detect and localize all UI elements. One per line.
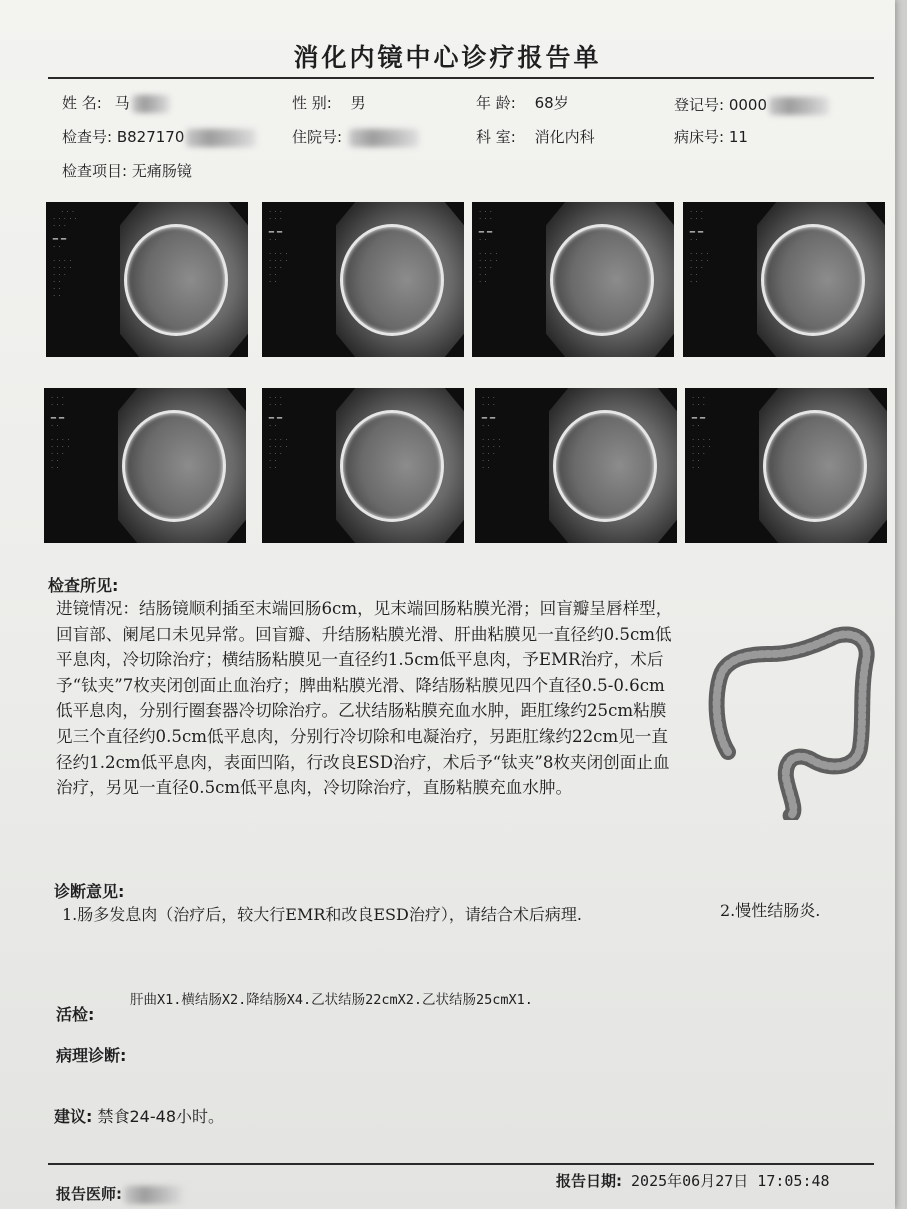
advice-text: 禁食24-48小时。 xyxy=(97,1107,224,1126)
endoscopy-image xyxy=(472,202,674,357)
scope-ring xyxy=(124,224,228,336)
endoscopy-image xyxy=(685,388,887,543)
redaction-blur xyxy=(132,95,170,113)
image-metadata: . . . . . . ▬▬ ▬▬ . . . . . . . . . . . . . . . . . xyxy=(689,209,709,284)
diagnosis-item-1: 1.肠多发息肉（治疗后，较大行EMR和改良ESD治疗），请结合术后病理. xyxy=(62,905,582,924)
image-metadata: . . . . . . . . . . . ▬▬ ▬▬ . . . . . . . . . . . . . . . . . . . xyxy=(52,209,78,298)
redaction-blur xyxy=(769,97,829,115)
redaction-blur xyxy=(349,129,419,147)
department-field xyxy=(476,126,595,147)
scope-ring xyxy=(122,410,226,522)
redaction-blur xyxy=(186,129,256,147)
patient-reg-value: 0000 xyxy=(728,96,768,114)
patient-age-field xyxy=(476,92,569,113)
image-metadata: . . . . . . ▬▬ ▬▬ . . . . . . . . . . . . . . . . . xyxy=(268,209,288,284)
scope-ring xyxy=(553,410,657,522)
report-doctor-label: 报告医师: xyxy=(56,1185,122,1203)
patient-name-value: 马 xyxy=(114,94,130,112)
biopsy-heading: 活检: xyxy=(56,1005,95,1024)
image-metadata: . . . . . . ▬▬ ▬▬ . . . . . . . . . . . . . . . . . xyxy=(478,209,498,284)
patient-reg-field xyxy=(674,94,829,115)
redaction-blur xyxy=(124,1186,184,1204)
scope-ring xyxy=(340,224,444,336)
department-value: 消化内科 xyxy=(534,128,595,146)
bed-number-field xyxy=(674,126,748,147)
department-label: 科 室: xyxy=(476,128,516,146)
exam-number-label: 检查号: xyxy=(62,128,113,146)
scope-ring xyxy=(550,224,654,336)
diagnosis-item-2: 2.慢性结肠炎. xyxy=(720,901,821,920)
report-date-label: 报告日期: xyxy=(556,1172,622,1190)
exam-number-field xyxy=(62,126,256,147)
patient-gender-value: 男 xyxy=(350,94,366,112)
pathology-heading: 病理诊断: xyxy=(56,1046,127,1065)
endoscopy-image xyxy=(475,388,677,543)
exam-number-value: B827170 xyxy=(116,128,185,146)
patient-reg-label: 登记号: xyxy=(674,96,725,114)
endoscopy-image xyxy=(262,388,464,543)
image-metadata: . . . . . . ▬▬ ▬▬ . . . . . . . . . . . . . . . . . xyxy=(691,395,711,470)
patient-gender-label: 性 别: xyxy=(292,94,332,112)
findings-heading: 检查所见: xyxy=(48,576,119,595)
footer-divider xyxy=(48,1163,874,1165)
bed-number-label: 病床号: xyxy=(674,128,725,146)
patient-gender-field xyxy=(292,92,366,113)
endoscopy-image xyxy=(683,202,885,357)
report-date-value: 2025年06月27日 17:05:48 xyxy=(631,1172,830,1190)
endoscopy-image xyxy=(46,202,248,357)
endoscopy-image xyxy=(262,202,464,357)
patient-name-field xyxy=(62,92,170,113)
patient-name-label: 姓 名: xyxy=(62,94,102,112)
report-doctor-field xyxy=(56,1183,184,1204)
scope-ring xyxy=(761,224,865,336)
image-metadata: . . . . . . ▬▬ ▬▬ . . . . . . . . . . . . . . . . . xyxy=(50,395,70,470)
biopsy-text: 肝曲X1.横结肠X2.降结肠X4.乙状结肠22cmX2.乙状结肠25cmX1. xyxy=(130,992,533,1008)
colon-diagram xyxy=(700,620,880,820)
inpatient-number-label: 住院号: xyxy=(292,128,343,146)
report-date-field xyxy=(556,1170,830,1191)
scope-ring xyxy=(763,410,867,522)
image-metadata: . . . . . . ▬▬ ▬▬ . . . . . . . . . . . . . . . . . xyxy=(268,395,288,470)
inpatient-number-field xyxy=(292,126,419,147)
bed-number-value: 11 xyxy=(728,128,748,146)
header-divider xyxy=(48,77,874,79)
image-metadata: . . . . . . ▬▬ ▬▬ . . . . . . . . . . . . . . . . . xyxy=(481,395,501,470)
advice-line xyxy=(54,1104,224,1127)
advice-heading: 建议: xyxy=(54,1107,93,1126)
exam-item-field xyxy=(62,160,192,181)
patient-age-value: 68岁 xyxy=(534,94,569,112)
exam-item-value: 无痛肠镜 xyxy=(131,162,192,180)
exam-item-label: 检查项目: xyxy=(62,162,128,180)
diagnosis-heading: 诊断意见: xyxy=(54,882,125,901)
scope-ring xyxy=(340,410,444,522)
patient-age-label: 年 龄: xyxy=(476,94,516,112)
findings-text: 进镜情况：结肠镜顺利插至末端回肠6cm，见末端回肠粘膜光滑；回盲瓣呈唇样型，回盲部、阑尾口未见异常。回盲瓣、升结肠粘膜光滑、肝曲粘膜见一直径约0.5cm低平息肉，冷切除治疗；横结肠粘膜见一直径约1.5cm低平息肉，予EMR治疗，术后予“钛夹”7枚夹闭创面止血治疗；脾曲粘膜光滑、降结肠粘膜见四个直径0.5-0.6cm低平息肉，分别行圈套器冷切除治疗。乙状结肠粘膜充血水肿，距肛缘约25cm粘膜见三个直径约0.5cm低平息肉，分别行冷切除和电凝治疗，另距肛缘约22cm见一直径约1.2cm低平息肉，表面凹陷，行改良ESD治疗，术后予“钛夹”8枚夹闭创面止血治疗，另见一直径0.5cm低平息肉，冷切除治疗，直肠粘膜充血水肿。 xyxy=(56,599,673,798)
endoscopy-image xyxy=(44,388,246,543)
report-title: 消化内镜中心诊疗报告单 xyxy=(293,43,602,72)
